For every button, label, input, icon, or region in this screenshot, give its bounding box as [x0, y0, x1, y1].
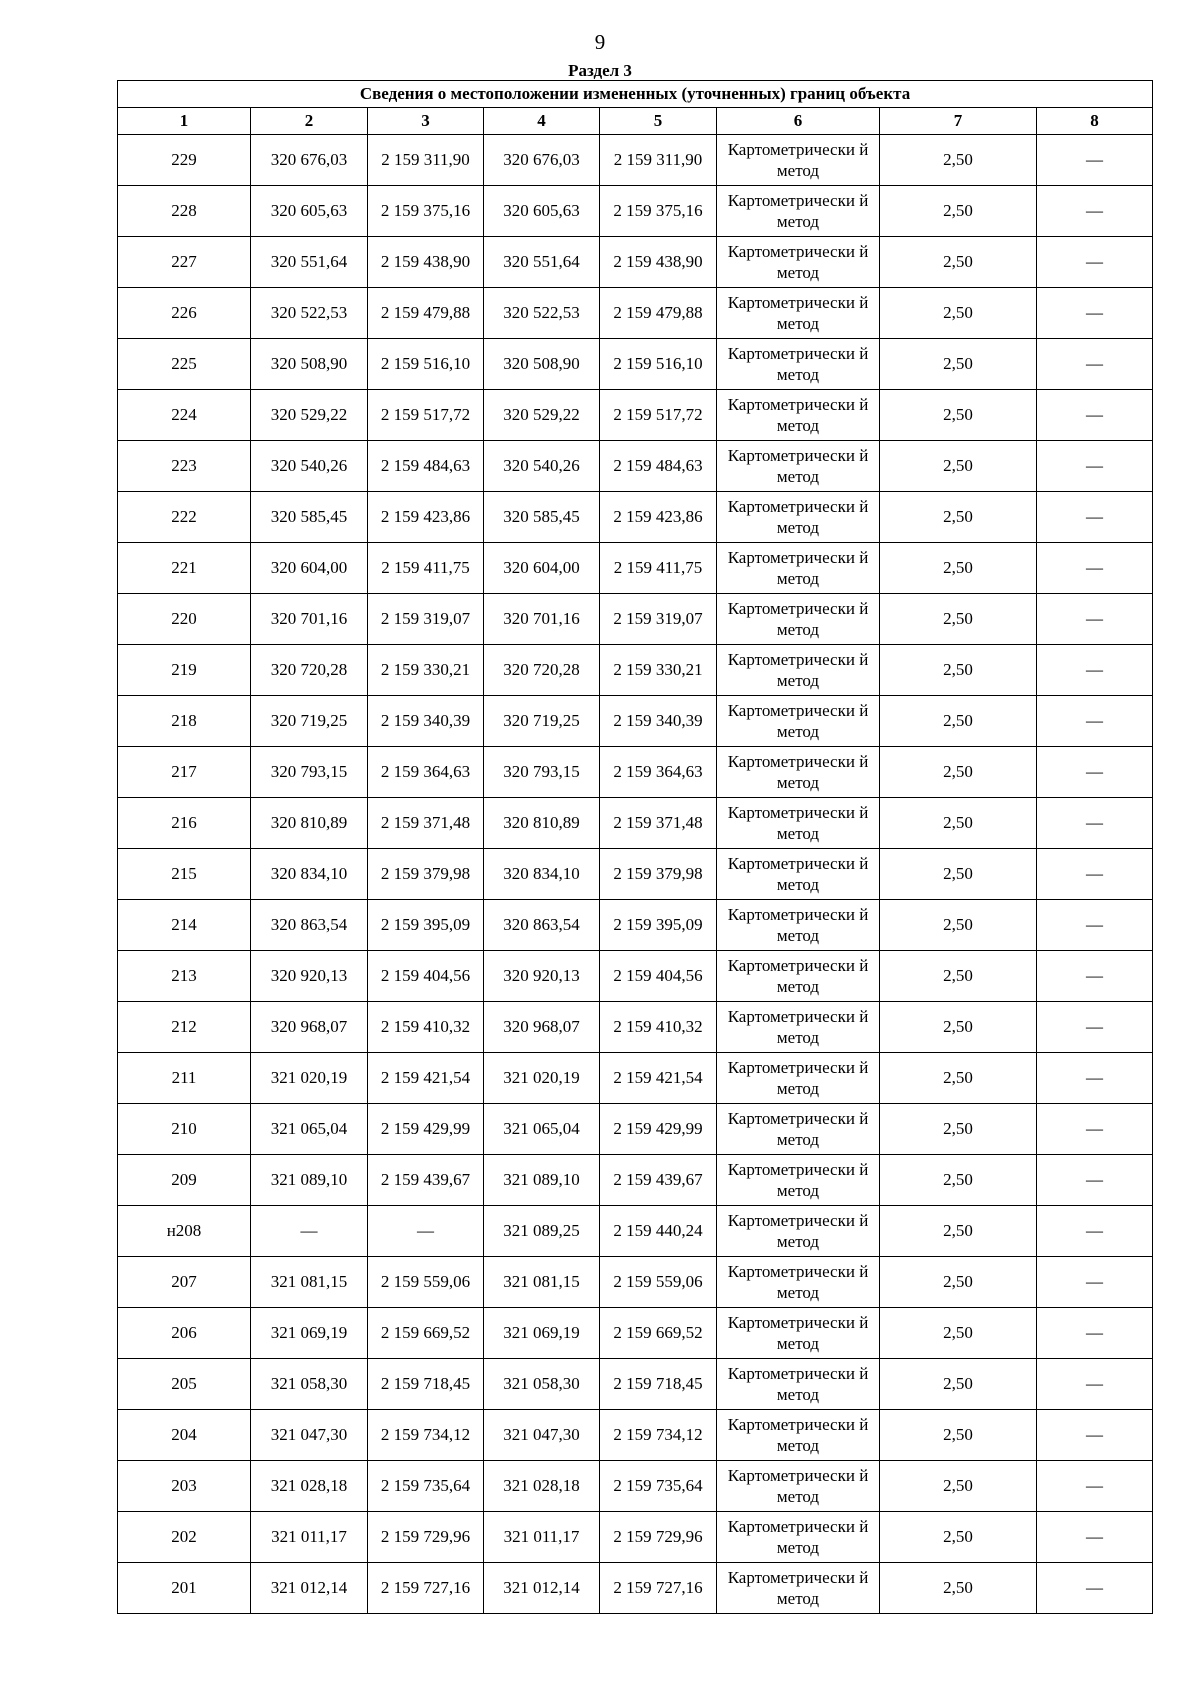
accuracy-cell: 2,50 — [880, 951, 1037, 1002]
x-old-cell: 320 701,16 — [251, 594, 368, 645]
method-cell: Картометрически й метод — [717, 747, 880, 798]
accuracy-cell: 2,50 — [880, 1053, 1037, 1104]
x-new-cell: 320 508,90 — [484, 339, 600, 390]
x-new-cell: 320 676,03 — [484, 135, 600, 186]
y-new-cell: 2 159 729,96 — [600, 1512, 717, 1563]
point-id-cell: 213 — [118, 951, 251, 1002]
x-new-cell: 320 701,16 — [484, 594, 600, 645]
description-cell: — — [1037, 543, 1153, 594]
y-new-cell: 2 159 375,16 — [600, 186, 717, 237]
table-caption: Сведения о местоположении измененных (уточненных) границ объекта — [118, 81, 1153, 108]
y-old-cell: 2 159 718,45 — [368, 1359, 484, 1410]
table-row — [118, 237, 1153, 288]
accuracy-cell: 2,50 — [880, 747, 1037, 798]
y-old-cell: 2 159 404,56 — [368, 951, 484, 1002]
y-new-cell: 2 159 330,21 — [600, 645, 717, 696]
method-cell: Картометрически й метод — [717, 594, 880, 645]
x-new-cell: 320 719,25 — [484, 696, 600, 747]
y-new-cell: 2 159 559,06 — [600, 1257, 717, 1308]
description-cell: — — [1037, 747, 1153, 798]
table-row — [118, 951, 1153, 1002]
x-new-cell: 321 058,30 — [484, 1359, 600, 1410]
y-new-cell: 2 159 379,98 — [600, 849, 717, 900]
point-id-cell: 203 — [118, 1461, 251, 1512]
method-cell: Картометрически й метод — [717, 288, 880, 339]
method-cell: Картометрически й метод — [717, 390, 880, 441]
method-cell: Картометрически й метод — [717, 339, 880, 390]
description-cell: — — [1037, 798, 1153, 849]
point-id-cell: 209 — [118, 1155, 251, 1206]
method-cell: Картометрически й метод — [717, 1359, 880, 1410]
y-old-cell: 2 159 484,63 — [368, 441, 484, 492]
method-cell: Картометрически й метод — [717, 1512, 880, 1563]
x-new-cell: 320 585,45 — [484, 492, 600, 543]
x-new-cell: 321 089,10 — [484, 1155, 600, 1206]
point-id-cell: 216 — [118, 798, 251, 849]
point-id-cell: 223 — [118, 441, 251, 492]
method-cell: Картометрически й метод — [717, 441, 880, 492]
accuracy-cell: 2,50 — [880, 543, 1037, 594]
column-header: 5 — [600, 108, 717, 135]
x-new-cell: 320 863,54 — [484, 900, 600, 951]
table-row — [118, 1359, 1153, 1410]
description-cell: — — [1037, 849, 1153, 900]
y-old-cell: 2 159 411,75 — [368, 543, 484, 594]
y-new-cell: 2 159 411,75 — [600, 543, 717, 594]
x-new-cell: 320 522,53 — [484, 288, 600, 339]
method-cell: Картометрически й метод — [717, 951, 880, 1002]
method-cell: Картометрически й метод — [717, 798, 880, 849]
description-cell: — — [1037, 1002, 1153, 1053]
description-cell: — — [1037, 1155, 1153, 1206]
y-old-cell: 2 159 438,90 — [368, 237, 484, 288]
method-cell: Картометрически й метод — [717, 1155, 880, 1206]
description-cell: — — [1037, 1512, 1153, 1563]
table-row — [118, 849, 1153, 900]
y-old-cell: 2 159 439,67 — [368, 1155, 484, 1206]
point-id-cell: 205 — [118, 1359, 251, 1410]
table-row — [118, 1053, 1153, 1104]
accuracy-cell: 2,50 — [880, 1155, 1037, 1206]
accuracy-cell: 2,50 — [880, 237, 1037, 288]
x-new-cell: 321 047,30 — [484, 1410, 600, 1461]
description-cell: — — [1037, 1410, 1153, 1461]
x-new-cell: 321 011,17 — [484, 1512, 600, 1563]
table-row — [118, 1002, 1153, 1053]
column-header: 2 — [251, 108, 368, 135]
x-old-cell: 321 089,10 — [251, 1155, 368, 1206]
y-old-cell: 2 159 410,32 — [368, 1002, 484, 1053]
x-new-cell: 320 810,89 — [484, 798, 600, 849]
method-cell: Картометрически й метод — [717, 1410, 880, 1461]
description-cell: — — [1037, 1359, 1153, 1410]
x-old-cell: 321 069,19 — [251, 1308, 368, 1359]
y-old-cell: 2 159 395,09 — [368, 900, 484, 951]
table-row — [118, 900, 1153, 951]
method-cell: Картометрически й метод — [717, 1206, 880, 1257]
x-old-cell: 321 065,04 — [251, 1104, 368, 1155]
accuracy-cell: 2,50 — [880, 135, 1037, 186]
description-cell: — — [1037, 900, 1153, 951]
table-row — [118, 1155, 1153, 1206]
x-new-cell: 321 020,19 — [484, 1053, 600, 1104]
point-id-cell: 227 — [118, 237, 251, 288]
table-row — [118, 1257, 1153, 1308]
x-old-cell: 320 522,53 — [251, 288, 368, 339]
table-row — [118, 186, 1153, 237]
y-new-cell: 2 159 484,63 — [600, 441, 717, 492]
description-cell: — — [1037, 1104, 1153, 1155]
description-cell: — — [1037, 1206, 1153, 1257]
table-row — [118, 543, 1153, 594]
method-cell: Картометрически й метод — [717, 696, 880, 747]
x-old-cell: 320 605,63 — [251, 186, 368, 237]
point-id-cell: 228 — [118, 186, 251, 237]
accuracy-cell: 2,50 — [880, 1410, 1037, 1461]
y-new-cell: 2 159 404,56 — [600, 951, 717, 1002]
point-id-cell: 217 — [118, 747, 251, 798]
accuracy-cell: 2,50 — [880, 339, 1037, 390]
y-new-cell: 2 159 727,16 — [600, 1563, 717, 1614]
page-number: 9 — [594, 30, 606, 54]
method-cell: Картометрически й метод — [717, 849, 880, 900]
point-id-cell: 221 — [118, 543, 251, 594]
description-cell: — — [1037, 1308, 1153, 1359]
x-new-cell: 321 028,18 — [484, 1461, 600, 1512]
x-new-cell: 320 834,10 — [484, 849, 600, 900]
x-new-cell: 321 081,15 — [484, 1257, 600, 1308]
table-body — [118, 135, 1153, 1614]
accuracy-cell: 2,50 — [880, 849, 1037, 900]
method-cell: Картометрически й метод — [717, 1053, 880, 1104]
y-old-cell: 2 159 669,52 — [368, 1308, 484, 1359]
y-new-cell: 2 159 516,10 — [600, 339, 717, 390]
accuracy-cell: 2,50 — [880, 1257, 1037, 1308]
x-new-cell: 320 605,63 — [484, 186, 600, 237]
y-old-cell: 2 159 517,72 — [368, 390, 484, 441]
table-row — [118, 492, 1153, 543]
point-id-cell: 219 — [118, 645, 251, 696]
accuracy-cell: 2,50 — [880, 900, 1037, 951]
description-cell: — — [1037, 645, 1153, 696]
table-row — [118, 747, 1153, 798]
accuracy-cell: 2,50 — [880, 1002, 1037, 1053]
method-cell: Картометрически й метод — [717, 1002, 880, 1053]
x-old-cell: 320 604,00 — [251, 543, 368, 594]
table-row — [118, 1512, 1153, 1563]
point-id-cell: 218 — [118, 696, 251, 747]
y-old-cell: 2 159 311,90 — [368, 135, 484, 186]
y-old-cell: 2 159 429,99 — [368, 1104, 484, 1155]
point-id-cell: 212 — [118, 1002, 251, 1053]
x-old-cell: 320 585,45 — [251, 492, 368, 543]
accuracy-cell: 2,50 — [880, 390, 1037, 441]
y-new-cell: 2 159 734,12 — [600, 1410, 717, 1461]
y-old-cell: 2 159 330,21 — [368, 645, 484, 696]
accuracy-cell: 2,50 — [880, 1308, 1037, 1359]
point-id-cell: 220 — [118, 594, 251, 645]
accuracy-cell: 2,50 — [880, 1206, 1037, 1257]
y-new-cell: 2 159 395,09 — [600, 900, 717, 951]
description-cell: — — [1037, 594, 1153, 645]
column-header: 8 — [1037, 108, 1153, 135]
x-new-cell: 320 551,64 — [484, 237, 600, 288]
x-old-cell: 320 719,25 — [251, 696, 368, 747]
method-cell: Картометрически й метод — [717, 186, 880, 237]
x-old-cell: 320 540,26 — [251, 441, 368, 492]
section-title: Раздел 3 — [568, 61, 632, 80]
y-old-cell: 2 159 735,64 — [368, 1461, 484, 1512]
x-new-cell: 321 012,14 — [484, 1563, 600, 1614]
y-old-cell: 2 159 516,10 — [368, 339, 484, 390]
description-cell: — — [1037, 492, 1153, 543]
y-old-cell: 2 159 727,16 — [368, 1563, 484, 1614]
x-new-cell: 320 793,15 — [484, 747, 600, 798]
x-new-cell: 320 529,22 — [484, 390, 600, 441]
y-old-cell: 2 159 364,63 — [368, 747, 484, 798]
x-old-cell: 320 676,03 — [251, 135, 368, 186]
y-old-cell: 2 159 375,16 — [368, 186, 484, 237]
table-row — [118, 339, 1153, 390]
y-new-cell: 2 159 440,24 — [600, 1206, 717, 1257]
x-old-cell: 321 028,18 — [251, 1461, 368, 1512]
y-new-cell: 2 159 438,90 — [600, 237, 717, 288]
table-row — [118, 390, 1153, 441]
x-old-cell: 321 012,14 — [251, 1563, 368, 1614]
y-new-cell: 2 159 319,07 — [600, 594, 717, 645]
point-id-cell: 215 — [118, 849, 251, 900]
column-header-row — [118, 108, 1153, 135]
table-row — [118, 288, 1153, 339]
table-row — [118, 645, 1153, 696]
x-old-cell: 320 968,07 — [251, 1002, 368, 1053]
y-new-cell: 2 159 410,32 — [600, 1002, 717, 1053]
description-cell: — — [1037, 237, 1153, 288]
method-cell: Картометрически й метод — [717, 1563, 880, 1614]
accuracy-cell: 2,50 — [880, 441, 1037, 492]
accuracy-cell: 2,50 — [880, 1104, 1037, 1155]
accuracy-cell: 2,50 — [880, 798, 1037, 849]
description-cell: — — [1037, 1257, 1153, 1308]
x-new-cell: 321 065,04 — [484, 1104, 600, 1155]
description-cell: — — [1037, 441, 1153, 492]
column-header: 7 — [880, 108, 1037, 135]
x-old-cell: 320 720,28 — [251, 645, 368, 696]
method-cell: Картометрически й метод — [717, 492, 880, 543]
x-new-cell: 321 089,25 — [484, 1206, 600, 1257]
point-id-cell: 211 — [118, 1053, 251, 1104]
y-old-cell: 2 159 423,86 — [368, 492, 484, 543]
y-new-cell: 2 159 718,45 — [600, 1359, 717, 1410]
table-row — [118, 1410, 1153, 1461]
x-old-cell: 320 810,89 — [251, 798, 368, 849]
x-old-cell: 321 081,15 — [251, 1257, 368, 1308]
x-old-cell: 321 011,17 — [251, 1512, 368, 1563]
y-old-cell: 2 159 734,12 — [368, 1410, 484, 1461]
description-cell: — — [1037, 390, 1153, 441]
accuracy-cell: 2,50 — [880, 186, 1037, 237]
point-id-cell: 207 — [118, 1257, 251, 1308]
y-old-cell: 2 159 371,48 — [368, 798, 484, 849]
accuracy-cell: 2,50 — [880, 492, 1037, 543]
y-old-cell: 2 159 559,06 — [368, 1257, 484, 1308]
y-new-cell: 2 159 479,88 — [600, 288, 717, 339]
y-new-cell: 2 159 439,67 — [600, 1155, 717, 1206]
column-header: 3 — [368, 108, 484, 135]
point-id-cell: 229 — [118, 135, 251, 186]
method-cell: Картометрически й метод — [717, 135, 880, 186]
table-row — [118, 1308, 1153, 1359]
table-row — [118, 594, 1153, 645]
column-header: 1 — [118, 108, 251, 135]
table-row — [118, 441, 1153, 492]
point-id-cell: 202 — [118, 1512, 251, 1563]
description-cell: — — [1037, 696, 1153, 747]
table-row — [118, 1461, 1153, 1512]
x-old-cell: 320 508,90 — [251, 339, 368, 390]
x-old-cell: 320 920,13 — [251, 951, 368, 1002]
method-cell: Картометрически й метод — [717, 1308, 880, 1359]
description-cell: — — [1037, 1053, 1153, 1104]
point-id-cell: 226 — [118, 288, 251, 339]
y-new-cell: 2 159 517,72 — [600, 390, 717, 441]
table-row — [118, 1206, 1153, 1257]
x-new-cell: 320 604,00 — [484, 543, 600, 594]
x-new-cell: 320 968,07 — [484, 1002, 600, 1053]
x-new-cell: 320 540,26 — [484, 441, 600, 492]
method-cell: Картометрически й метод — [717, 1257, 880, 1308]
y-new-cell: 2 159 669,52 — [600, 1308, 717, 1359]
accuracy-cell: 2,50 — [880, 1512, 1037, 1563]
x-old-cell: 321 047,30 — [251, 1410, 368, 1461]
description-cell: — — [1037, 288, 1153, 339]
point-id-cell: 214 — [118, 900, 251, 951]
y-old-cell: 2 159 340,39 — [368, 696, 484, 747]
y-new-cell: 2 159 364,63 — [600, 747, 717, 798]
table-row — [118, 798, 1153, 849]
accuracy-cell: 2,50 — [880, 696, 1037, 747]
point-id-cell: 206 — [118, 1308, 251, 1359]
table-row — [118, 696, 1153, 747]
accuracy-cell: 2,50 — [880, 1461, 1037, 1512]
point-id-cell: 222 — [118, 492, 251, 543]
x-old-cell: 320 529,22 — [251, 390, 368, 441]
x-new-cell: 320 920,13 — [484, 951, 600, 1002]
accuracy-cell: 2,50 — [880, 1359, 1037, 1410]
accuracy-cell: 2,50 — [880, 594, 1037, 645]
x-old-cell: — — [251, 1206, 368, 1257]
method-cell: Картометрически й метод — [717, 900, 880, 951]
y-old-cell: 2 159 729,96 — [368, 1512, 484, 1563]
x-old-cell: 321 058,30 — [251, 1359, 368, 1410]
method-cell: Картометрически й метод — [717, 1461, 880, 1512]
y-new-cell: 2 159 735,64 — [600, 1461, 717, 1512]
y-new-cell: 2 159 423,86 — [600, 492, 717, 543]
column-header: 6 — [717, 108, 880, 135]
y-old-cell: 2 159 319,07 — [368, 594, 484, 645]
y-old-cell: 2 159 379,98 — [368, 849, 484, 900]
point-id-cell: 201 — [118, 1563, 251, 1614]
accuracy-cell: 2,50 — [880, 645, 1037, 696]
accuracy-cell: 2,50 — [880, 1563, 1037, 1614]
table-row — [118, 1104, 1153, 1155]
x-new-cell: 321 069,19 — [484, 1308, 600, 1359]
accuracy-cell: 2,50 — [880, 288, 1037, 339]
method-cell: Картометрически й метод — [717, 543, 880, 594]
point-id-cell: 210 — [118, 1104, 251, 1155]
table-row — [118, 1563, 1153, 1614]
x-old-cell: 320 793,15 — [251, 747, 368, 798]
description-cell: — — [1037, 186, 1153, 237]
description-cell: — — [1037, 951, 1153, 1002]
point-id-cell: н208 — [118, 1206, 251, 1257]
point-id-cell: 224 — [118, 390, 251, 441]
method-cell: Картометрически й метод — [717, 1104, 880, 1155]
x-old-cell: 321 020,19 — [251, 1053, 368, 1104]
y-old-cell: 2 159 421,54 — [368, 1053, 484, 1104]
point-id-cell: 225 — [118, 339, 251, 390]
column-header: 4 — [484, 108, 600, 135]
y-new-cell: 2 159 340,39 — [600, 696, 717, 747]
x-new-cell: 320 720,28 — [484, 645, 600, 696]
description-cell: — — [1037, 339, 1153, 390]
y-new-cell: 2 159 421,54 — [600, 1053, 717, 1104]
description-cell: — — [1037, 1461, 1153, 1512]
x-old-cell: 320 551,64 — [251, 237, 368, 288]
point-id-cell: 204 — [118, 1410, 251, 1461]
x-old-cell: 320 834,10 — [251, 849, 368, 900]
method-cell: Картометрически й метод — [717, 645, 880, 696]
y-old-cell: — — [368, 1206, 484, 1257]
description-cell: — — [1037, 1563, 1153, 1614]
method-cell: Картометрически й метод — [717, 237, 880, 288]
y-new-cell: 2 159 311,90 — [600, 135, 717, 186]
description-cell: — — [1037, 135, 1153, 186]
y-old-cell: 2 159 479,88 — [368, 288, 484, 339]
y-new-cell: 2 159 429,99 — [600, 1104, 717, 1155]
y-new-cell: 2 159 371,48 — [600, 798, 717, 849]
x-old-cell: 320 863,54 — [251, 900, 368, 951]
boundary-coordinates-table — [117, 80, 1153, 1614]
table-row — [118, 135, 1153, 186]
